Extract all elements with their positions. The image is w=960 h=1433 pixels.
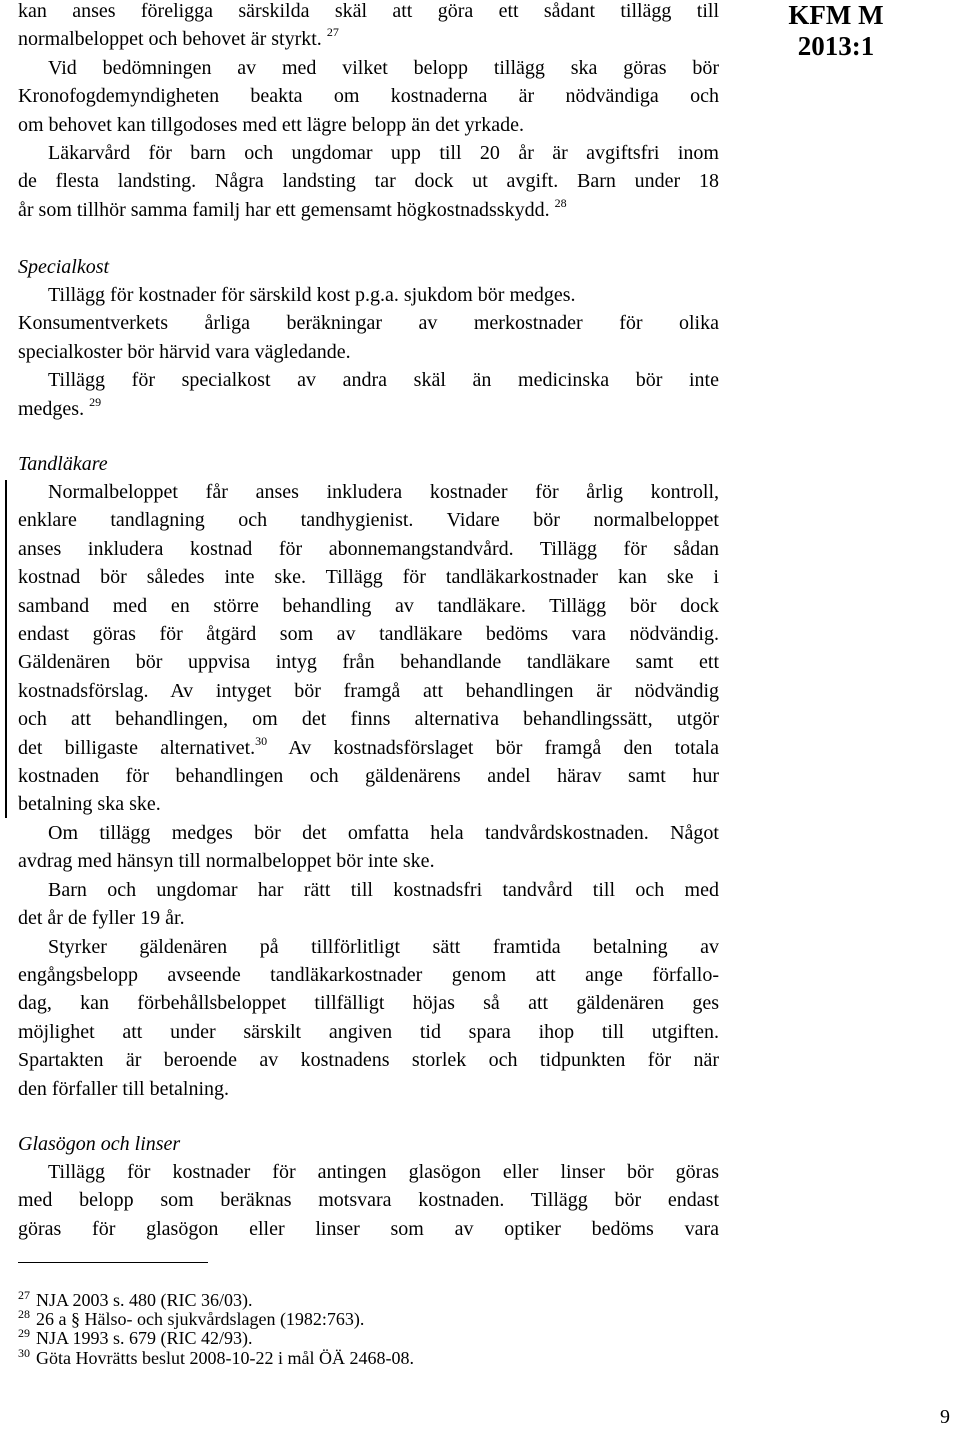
text-line: Läkarvård för barn och ungdomar upp till 20 år är avgiftsfri inom <box>48 142 719 165</box>
text-run: Av kostnadsförslaget bör framgå den totala <box>288 736 719 759</box>
text-line: kostnaden för behandlingen och gäldenärens andel härav samt hur <box>18 765 719 788</box>
text-line: göras för glasögon eller linser som av optiker bedöms vara <box>18 1217 719 1240</box>
text-line: Barn och ungdomar har rätt till kostnadsfri tandvård till och med <box>48 878 719 901</box>
text-line: de flesta landsting. Några landsting tar dock ut avgift. Barn under 18 <box>18 170 719 193</box>
footnote-number: 27 <box>18 1288 30 1302</box>
text-line <box>18 25 719 53</box>
text-line: möjlighet att under särskilt angiven tid spara ihop till utgiften. <box>18 1020 719 1043</box>
text-line: avdrag med hänsyn till normalbeloppet bör inte ske. <box>18 850 435 873</box>
intro-paragraph <box>18 0 719 224</box>
text-line: kostnad bör således inte ske. Tillägg för tandläkarkostnader kan ske i <box>18 566 719 589</box>
footnote-text: NJA 2003 s. 480 (RIC 36/03). <box>36 1290 253 1310</box>
text-line <box>18 395 719 423</box>
footnote <box>18 1290 253 1310</box>
text-run: år som tillhör samma familj har ett gemensamt högkostnadsskydd. <box>18 198 550 221</box>
footnote <box>18 1328 253 1348</box>
text-line: det år de fyller 19 år. <box>18 907 185 930</box>
section-paragraph <box>18 478 719 1103</box>
footnote-separator <box>18 1262 208 1263</box>
badge-number: 2013:1 <box>797 31 875 61</box>
text-run: det billigaste alternativet. <box>18 736 256 759</box>
text-line: Tillägg för kostnader för särskild kost p.g.a. sjukdom bör medges. <box>48 284 576 306</box>
section-heading: Glasögon och linser <box>18 1133 181 1155</box>
section-paragraph <box>18 281 719 423</box>
text-line: Normalbeloppet får anses inkludera kostnader för årlig kontroll, <box>48 481 719 503</box>
text-line: Gäldenären bör uppvisa intyg från behandlande tandläkare samt ett <box>18 651 719 674</box>
text-line: Konsumentverkets årliga beräkningar av merkostnader för olika <box>18 312 719 335</box>
footnote-number: 29 <box>18 1326 30 1340</box>
intro-section <box>18 0 719 224</box>
text-line: om behovet kan tillgodoses med ett lägre belopp än det yrkade. <box>18 113 524 136</box>
section-specialkost <box>18 253 719 423</box>
page-number: 9 <box>940 1406 950 1428</box>
text-line: betalning ska ske. <box>18 793 161 816</box>
text-run: normalbeloppet och behovet är styrkt. <box>18 28 322 51</box>
text-line: endast göras för åtgärd som av tandläkare bedöms vara nödvändig. <box>18 623 719 646</box>
text-line: dag, kan förbehållsbeloppet tillfälligt höjas så att gäldenären ges <box>18 992 719 1015</box>
text-line: enklare tandlagning och tandhygienist. Vidare bör normalbeloppet <box>18 509 719 532</box>
footnote-ref: 27 <box>326 25 339 40</box>
text-line: specialkoster bör härvid vara vägledande. <box>18 340 351 363</box>
footnote-text: 26 a § Hälso- och sjukvårdslagen (1982:763). <box>36 1309 365 1329</box>
text-run: medges. <box>18 397 85 420</box>
text-line: Om tillägg medges bör det omfatta hela tandvårdskostnaden. Något <box>48 821 719 844</box>
text-line: samband med en större behandling av tandläkare. Tillägg bör dock <box>18 594 719 617</box>
text-line: Tillägg för kostnader för antingen glasögon eller linser bör göras <box>48 1161 719 1183</box>
text-line: kan anses föreligga särskilda skäl att göra ett sådant tillägg till <box>18 0 719 22</box>
document-series-badge <box>784 0 888 62</box>
text-line: Spartakten är beroende av kostnadens storlek och tidpunkten för när <box>18 1049 719 1072</box>
section-paragraph <box>18 1158 719 1243</box>
footnote-number: 30 <box>18 1346 30 1360</box>
text-line: Styrker gäldenären på tillförlitligt sätt framtida betalning av <box>48 935 719 958</box>
footnote-text: Göta Hovrätts beslut 2008-10-22 i mål ÖÄ 2468-08. <box>36 1348 414 1368</box>
footnote-ref: 29 <box>89 394 102 409</box>
section-tandlakare <box>18 450 719 1103</box>
section-heading: Tandläkare <box>18 453 108 475</box>
text-line: Vid bedömningen av med vilket belopp tillägg ska göras bör <box>48 56 719 79</box>
badge-series: KFM M <box>788 0 884 30</box>
footnote-number: 28 <box>18 1307 30 1321</box>
text-line: kostnadsförslag. Av intyget bör framgå att behandlingen är nödvändig <box>18 679 719 702</box>
text-line: anses inkludera kostnad för abonnemangstandvård. Tillägg för sådan <box>18 537 719 560</box>
footnote <box>18 1309 364 1329</box>
section-heading: Specialkost <box>18 256 110 278</box>
change-bar <box>5 480 7 818</box>
text-line: Kronofogdemyndigheten beakta om kostnaderna är nödvändiga och <box>18 85 719 108</box>
text-line: och att behandlingen, om det finns alternativa behandlingssätt, utgör <box>18 708 719 731</box>
section-glasogon <box>18 1130 719 1243</box>
text-line: engångsbelopp avseende tandläkarkostnader genom att ange förfallo- <box>18 963 719 986</box>
footnote <box>18 1348 414 1368</box>
text-line: den förfaller till betalning. <box>18 1077 230 1100</box>
text-line: Tillägg för specialkost av andra skäl än medicinska bör inte <box>48 369 719 392</box>
footnote-text: NJA 1993 s. 679 (RIC 42/93). <box>36 1328 253 1348</box>
footnote-ref: 30 <box>255 733 268 748</box>
footnote-ref: 28 <box>554 195 567 210</box>
text-line: med belopp som beräknas motsvara kostnaden. Tillägg bör endast <box>18 1189 719 1212</box>
text-line <box>18 734 719 762</box>
text-line <box>18 196 719 224</box>
